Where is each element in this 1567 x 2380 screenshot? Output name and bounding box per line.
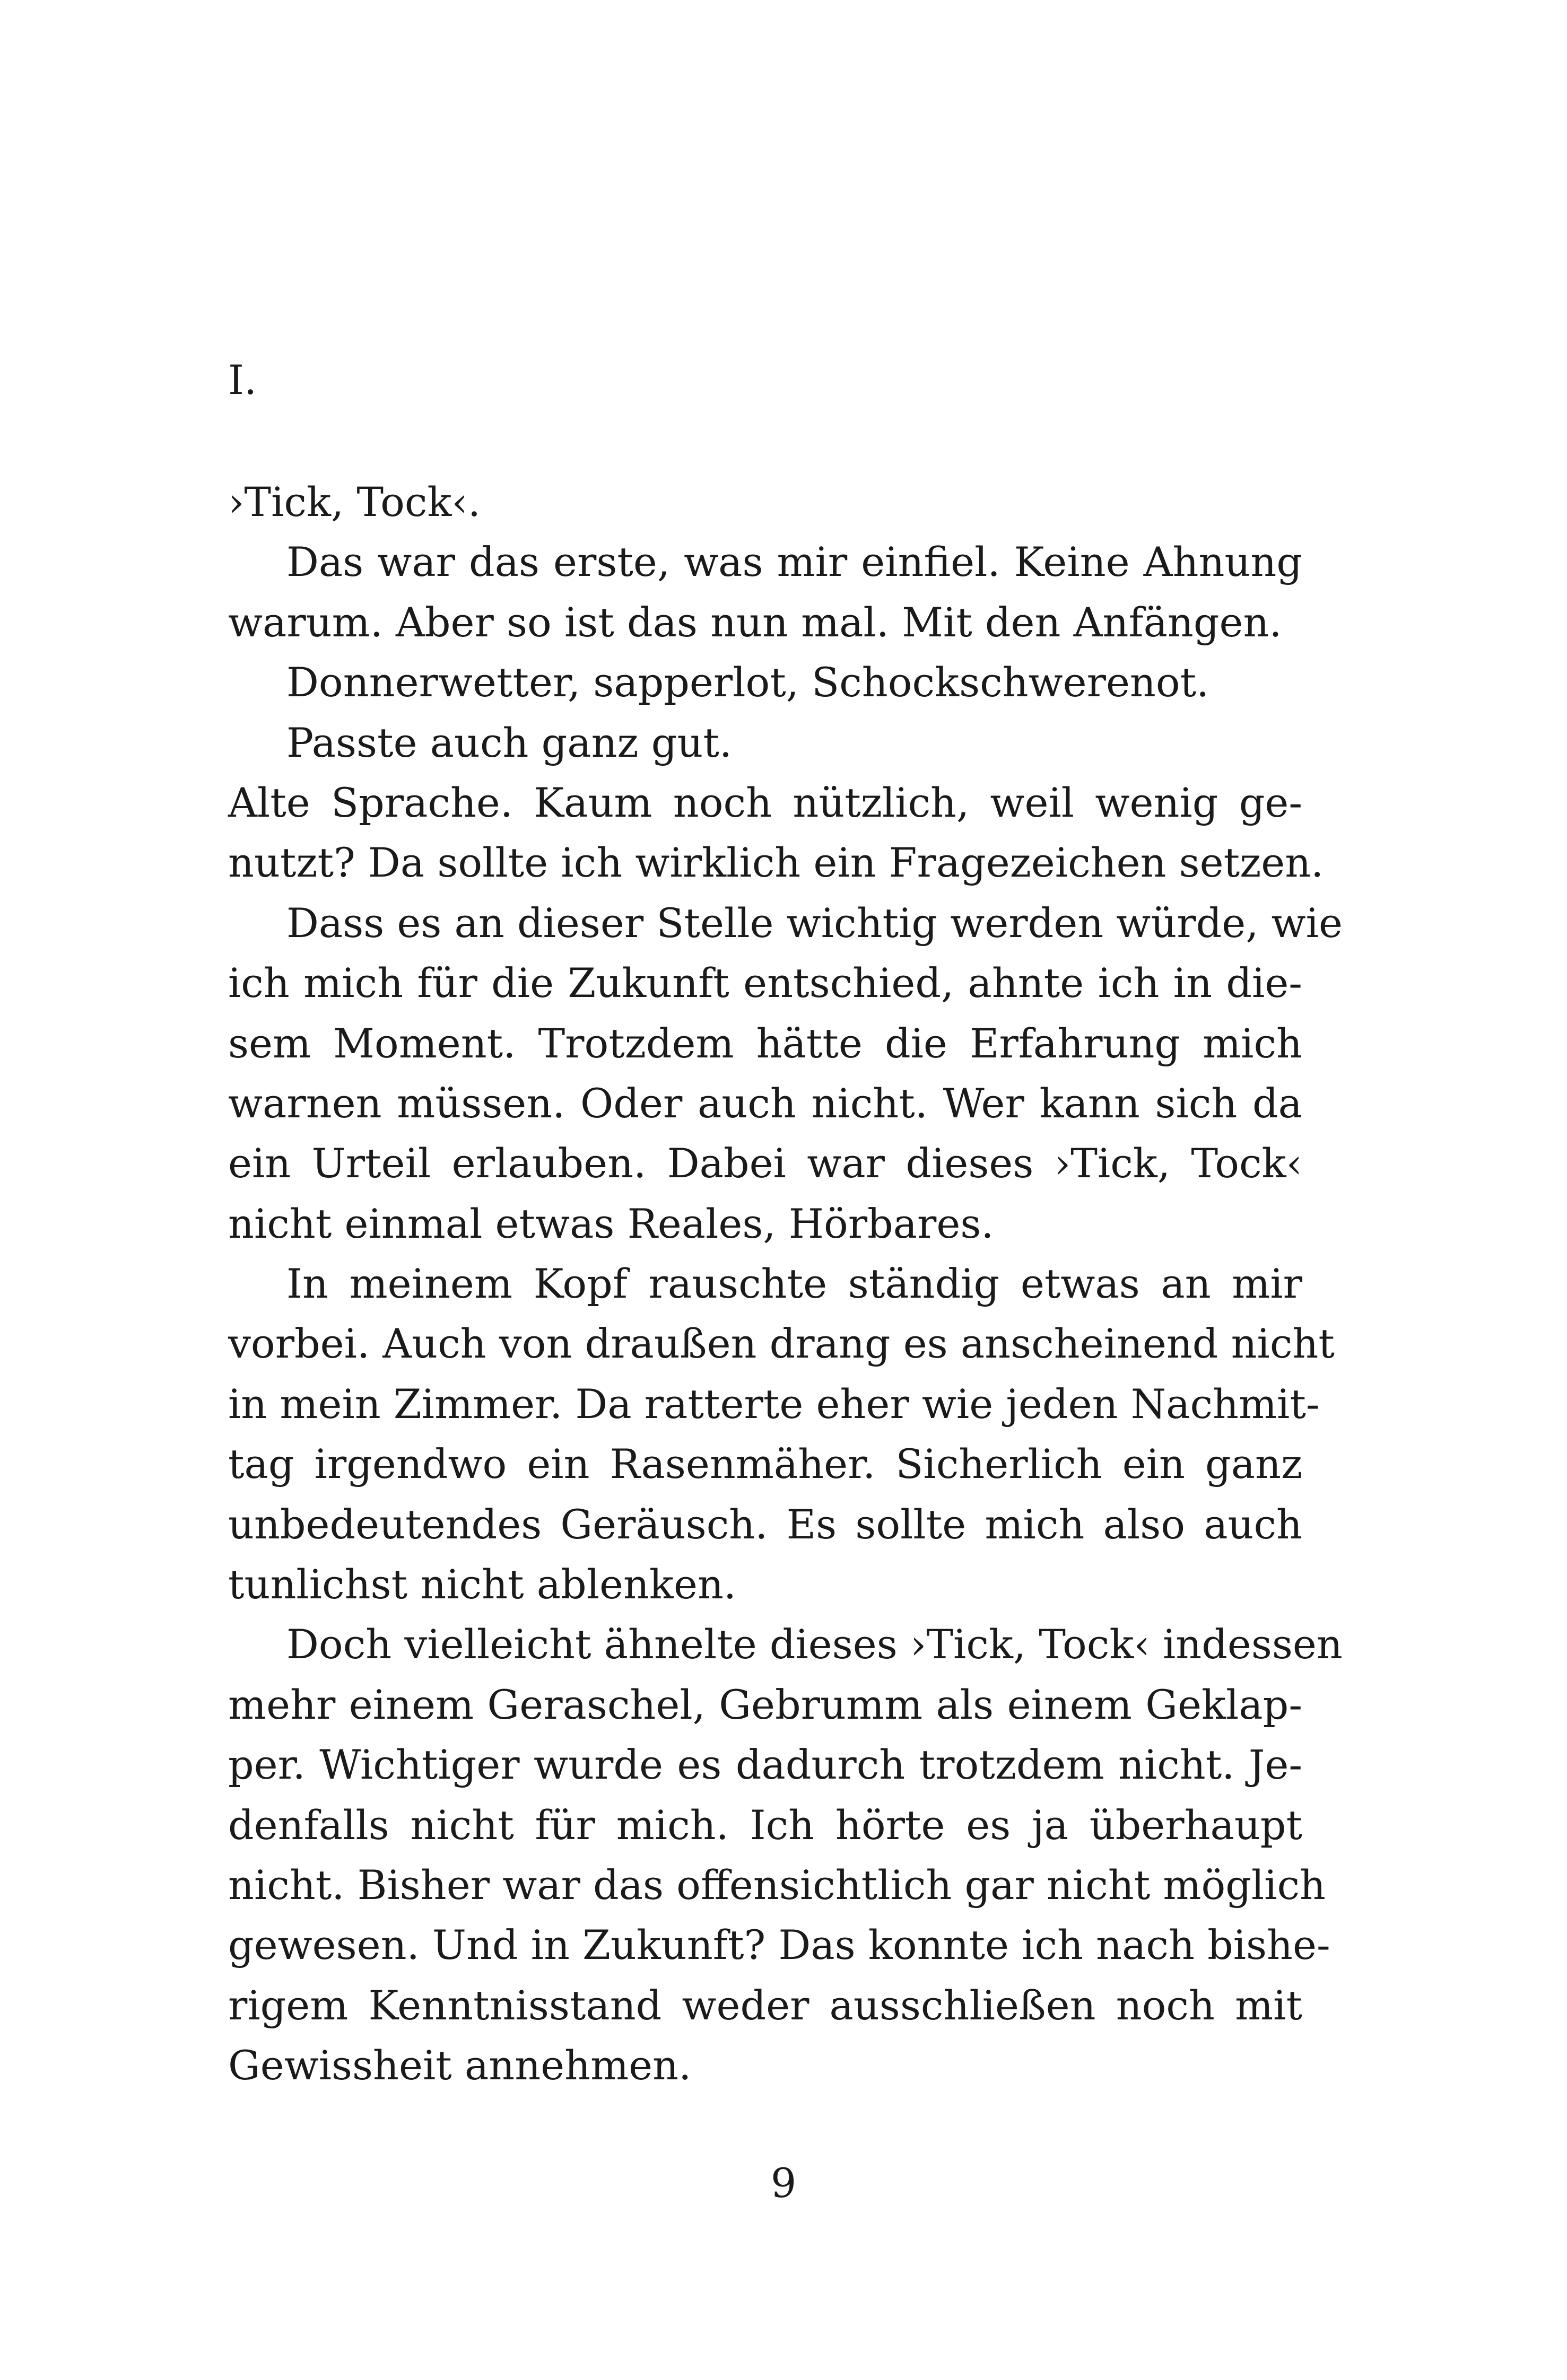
text-line: per. Wichtiger wurde es dadurch trotzdem nicht. Je- [228, 1741, 1302, 1789]
text-line: Das war das erste, was mir einfiel. Keine Ahnung [286, 538, 1302, 586]
text-line: ich mich für die Zukunft entschied, ahnte ich in die- [228, 959, 1302, 1007]
text-line: warum. Aber so ist das nun mal. Mit den Anfängen. [228, 598, 1282, 646]
text-line: In meinem Kopf rauschte ständig etwas an mir [286, 1260, 1302, 1308]
text-line: Doch vielleicht ähnelte dieses ›Tick, Tock‹ indessen [286, 1621, 1343, 1668]
text-line: gewesen. Und in Zukunft? Das konnte ich nach bishe- [228, 1921, 1330, 1969]
text-line: Donnerwetter, sapperlot, Schockschwerenot. [286, 659, 1209, 706]
text-line: Alte Sprache. Kaum noch nützlich, weil wenig ge- [228, 778, 1302, 826]
text-line: warnen müssen. Oder auch nicht. Wer kann sich da [228, 1079, 1302, 1127]
text-line: vorbei. Auch von draußen drang es anscheinend nicht [228, 1320, 1335, 1368]
body-text [228, 472, 1343, 2096]
page-number: 9 [770, 2159, 797, 2207]
text-line: ein Urteil erlauben. Dabei war dieses ›Tick, Tock‹ [228, 1140, 1302, 1187]
text-line: in mein Zimmer. Da ratterte eher wie jeden Nachmit- [228, 1380, 1320, 1428]
text-line: tag irgendwo ein Rasenmäher. Sicherlich ein ganz [228, 1440, 1302, 1488]
text-line: nutzt? Da sollte ich wirklich ein Fragezeichen setzen. [228, 839, 1324, 887]
text-line: nicht. Bisher war das offensichtlich gar nicht möglich [228, 1861, 1326, 1909]
text-line: sem Moment. Trotzdem hätte die Erfahrung mich [228, 1019, 1302, 1067]
text-line: Dass es an dieser Stelle wichtig werden würde, wie [286, 899, 1343, 947]
chapter-number: I. [228, 356, 257, 404]
text-line: unbedeutendes Geräusch. Es sollte mich also auch [228, 1500, 1302, 1548]
text-line: nicht einmal etwas Reales, Hörbares. [228, 1200, 994, 1247]
text-line: mehr einem Geraschel, Gebrumm als einem Geklap- [228, 1681, 1302, 1728]
text-line: tunlichst nicht ablenken. [228, 1561, 737, 1608]
text-line: Passte auch ganz gut. [286, 719, 733, 766]
text-line: Gewissheit annehmen. [228, 2042, 692, 2089]
text-line: denfalls nicht für mich. Ich hörte es ja überhaupt [228, 1801, 1302, 1849]
text-line: ›Tick, Tock‹. [228, 478, 481, 526]
text-line: rigem Kenntnisstand weder ausschließen noch mit [228, 1981, 1302, 2029]
